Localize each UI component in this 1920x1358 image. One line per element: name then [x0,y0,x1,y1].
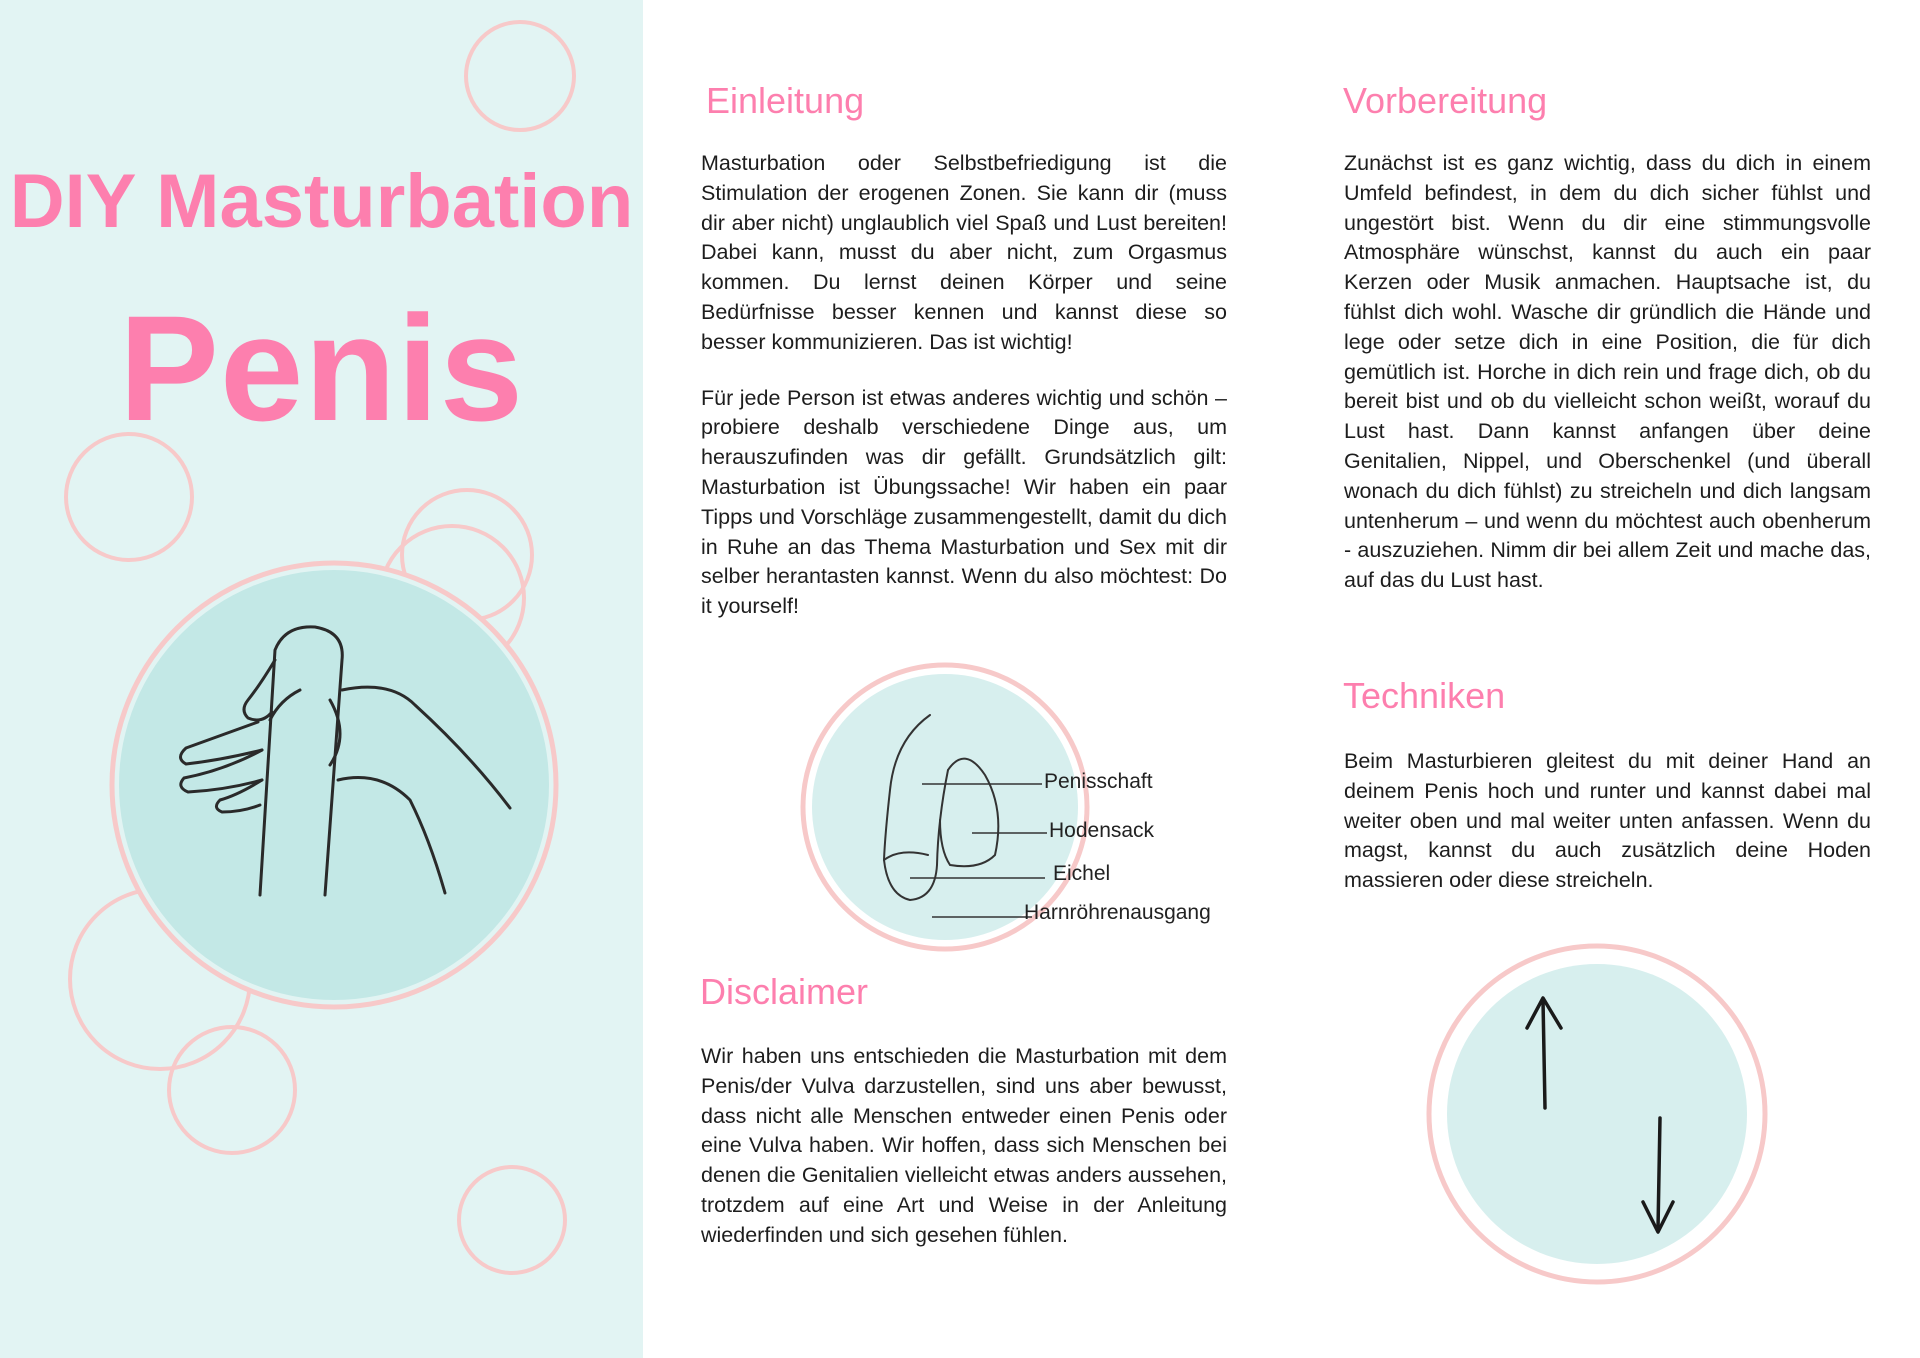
intro-heading: Einleitung [706,80,865,121]
intro-body [701,149,1227,648]
label-hodensack: Hodensack [1049,819,1155,842]
cover-panel [0,0,643,1358]
techniques-heading: Techniken [1343,675,1506,716]
disclaimer-heading: Disclaimer [700,971,869,1012]
techniques-disc [1447,964,1747,1264]
disclaimer-body: Wir haben uns entschieden die Masturbation mit dem Penis/der Vulva darzustellen, sind uns aber bewusst, dass nicht alle Menschen entweder einen Penis oder eine Vulva haben. Wir hoffen, dass sich Menschen bei denen die Genitalien vielleicht etwas anders aussehen, trotzdem auf eine Art und Weise in der Anleitung wiederfinden und sich gesehen fühlen. [701,1044,1227,1247]
intro-paragraph: Masturbation oder Selbstbefriedigung ist die Stimulation der erogenen Zonen. Sie kann dir (muss dir aber nicht) unglaublich viel Spaß und Lust bereiten! Dabei kann, musst du aber nicht, zum Orgasmus kommen. Du lernst deinen Körper und seine Bedürfnisse besser kennen und kannst diese so besser kommunizieren. Das ist wichtig! [701,151,1227,354]
label-eichel: Eichel [1053,862,1111,885]
deco-ring [169,1027,295,1153]
cover-subject: Penis [118,284,525,452]
techniques-body: Beim Masturbieren gleitest du mit deiner Hand an deinem Penis hoch und runter und kannst dabei mal weiter oben und mal weiter unten anfassen. Wenn du magst, kannst du auch zusätzlich deine Hoden massieren oder diese streicheln. [1344,749,1871,893]
preparation-body: Zunächst ist es ganz wichtig, dass du dich in einem Umfeld befindest, in dem du dich sicher fühlst und ungestört bist. Wenn du dir eine stimmungsvolle Atmosphäre wünschst, kannst du auch ein paar Kerzen oder Musik anmachen. Hauptsache ist, du fühlst dich wohl. Wasche dir gründlich die Hände und lege oder setze dich in eine Position, die für dich gemütlich ist. Horche in dich rein und frage dich, ob du bereit bist und ob du vielleicht schon weißt, worauf du Lust hast. Dann kannst anfangen über deine Genitalien, Nippel, und Oberschenkel (und überall wonach du dich fühlst) zu streicheln und dich langsam untenherum – und wenn du möchtest auch obenherum - auszuziehen. Nimm dir bei allem Zeit und mache das, auf das du Lust hast. [1344,151,1871,593]
cover-title: DIY Masturbation [9,159,634,244]
techniques-illustration [1423,940,1771,1288]
label-harnroehrenausgang: Harnröhrenausgang [1024,901,1211,924]
deco-ring [459,1167,565,1273]
label-penisschaft: Penisschaft [1044,770,1153,793]
preparation-heading: Vorbereitung [1343,80,1548,121]
intro-paragraph: Für jede Person ist etwas anderes wichtig und schön – probiere deshalb verschiedene Dinge aus, um herauszufinden was dir gefällt. Grundsätzlich gilt: Masturbation ist Übungssache! Wir haben ein paar Tipps und Vorschläge zusammengestellt, damit du dich in Ruhe an das Thema Masturbation und Sex mit dir selber herantasten kannst. Wenn du also möchtest: Do it yourself! [701,385,1227,619]
deco-ring [466,22,574,130]
